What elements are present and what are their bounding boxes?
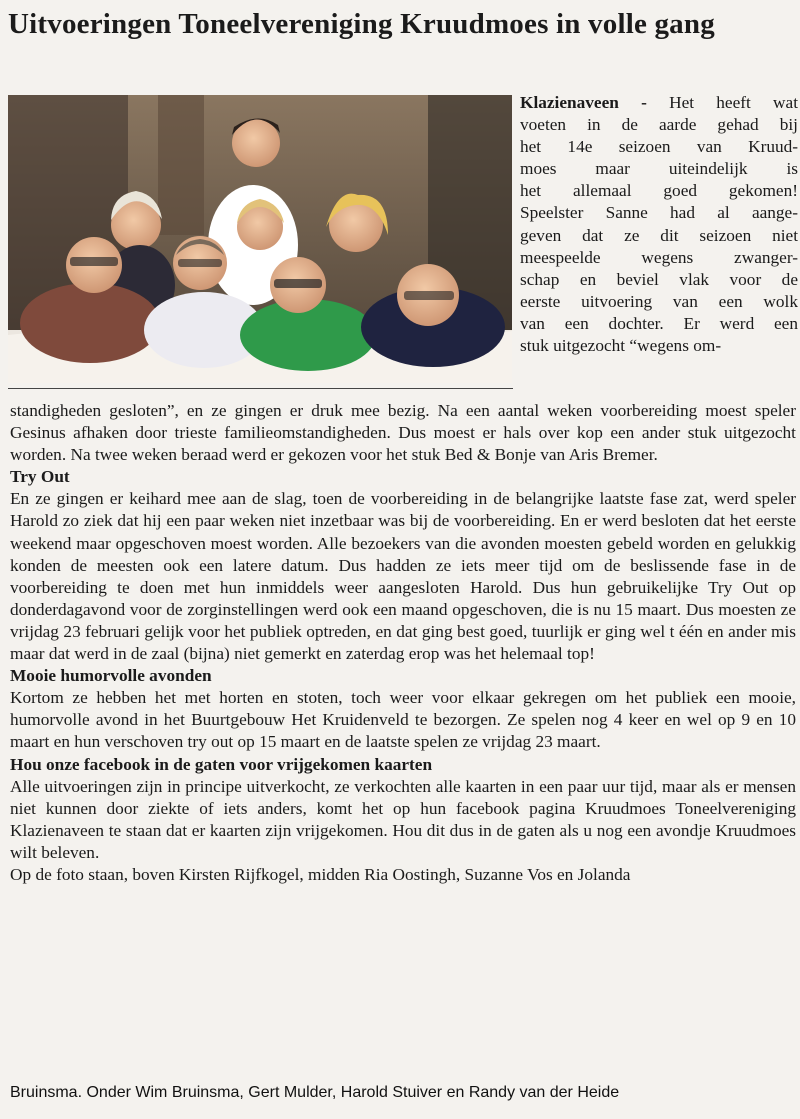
section-heading-try-out: Try Out	[10, 467, 70, 487]
intro-column	[520, 92, 798, 357]
intro-line: geven dat ze dit seizoen niet	[520, 225, 798, 245]
section-text-humorvolle-avonden: Kortom ze hebben het met horten en stoten, toch weer voor elkaar gekregen om het publiek een mooie, humorvolle avond in het Buurtgebouw Het Kruidenveld te bezorgen. Ze spelen nog 4 keer en wel op 9 en 10 maart en hun verschoven try out op 15 maart en de laatste spelen ze vrijdag 23 maart.	[10, 688, 796, 752]
photo-caption-line-1: Op de foto staan, boven Kirsten Rijfkogel, midden Ria Oostingh, Suzanne Vos en Jolanda	[10, 864, 631, 884]
photo-rule	[8, 388, 513, 389]
intro-line: Speelster Sanne had al aange-	[520, 203, 798, 223]
intro-continued: standigheden gesloten”, en ze gingen er druk mee bezig. Na een aantal weken voorbereiding moest speler Gesinus afhaken door trieste familieomstandigheden. Dus moest er hals over kop een ander stuk uitgezocht worden. Na twee weken beraad werd er gekozen voor het stuk Bed & Bonje van Aris Bremer.	[10, 401, 796, 465]
group-photo	[8, 95, 512, 383]
intro-line-rest: Het heeft wat	[646, 93, 798, 112]
intro-line: eerste uitvoering van een wolk	[520, 291, 798, 311]
intro-line: meespeelde wegens zwanger-	[520, 247, 798, 267]
intro-line: het allemaal goed gekomen!	[520, 181, 798, 201]
dateline-place: Klazienaveen -	[520, 93, 647, 112]
article-body	[10, 400, 796, 886]
section-heading-facebook: Hou onze facebook in de gaten voor vrijgekomen kaarten	[10, 754, 433, 774]
intro-line: van een dochter. Er werd een	[520, 313, 798, 333]
section-heading-humorvolle-avonden: Mooie humorvolle avonden	[10, 666, 212, 686]
photo-caption-line-2: Bruinsma. Onder Wim Bruinsma, Gert Mulder, Harold Stuiver en Randy van der Heide	[10, 1084, 620, 1101]
intro-line: moes maar uiteindelijk is	[520, 159, 798, 179]
intro-line: voeten in de aarde gehad bij	[520, 115, 798, 135]
intro-line: het 14e seizoen van Kruud-	[520, 137, 798, 157]
article-title: Uitvoeringen Toneelvereniging Kruudmoes in volle gang	[8, 8, 715, 40]
intro-line	[520, 92, 798, 114]
section-text-try-out: En ze gingen er keihard mee aan de slag, toen de voorbereiding in de belangrijke laatste fase zat, werd speler Harold zo ziek dat hij een paar weken niet inzetbaar was bij de voorbereiding. En er werd besloten dat het eerste weekend maar opgeschoven moest worden. Alle bezoekers van die avonden moesten gebeld worden en gelukkig konden de meesten ook een latere datum. Dus hadden ze iets meer tijd om de beslissende fase in de voorbereiding te doen met hun inmiddels weer aangesloten Harold. Dus hun gebruikelijke Try Out op donderdagavond voor de zorginstellingen werd ook een maand opgeschoven, die is nu 15 maart. Dus moesten ze vrijdag 23 februari gelijk voor het publiek optreden, en dat ging best goed, tuurlijk er ging wel t één en ander mis maar dat werd in de zaal (bijna) niet gemerkt en zaterdag erop was het helemaal top!	[10, 489, 796, 664]
intro-line: schap en beviel vlak voor de	[520, 269, 798, 289]
section-text-facebook: Alle uitvoeringen zijn in principe uitverkocht, ze verkochten alle kaarten in een paar uur tijd, maar als er mensen niet kunnen door ziekte of iets anders, komt het op hun facebook pagina Kruudmoes Toneelvereniging Klazienaveen te staan dat er kaarten zijn vrijgekomen. Hou dit dus in de gaten als u nog een avondje Kruudmoes wilt beleven.	[10, 776, 796, 862]
group-photo-illustration	[8, 95, 512, 383]
intro-line: stuk uitgezocht “wegens om-	[520, 336, 722, 356]
